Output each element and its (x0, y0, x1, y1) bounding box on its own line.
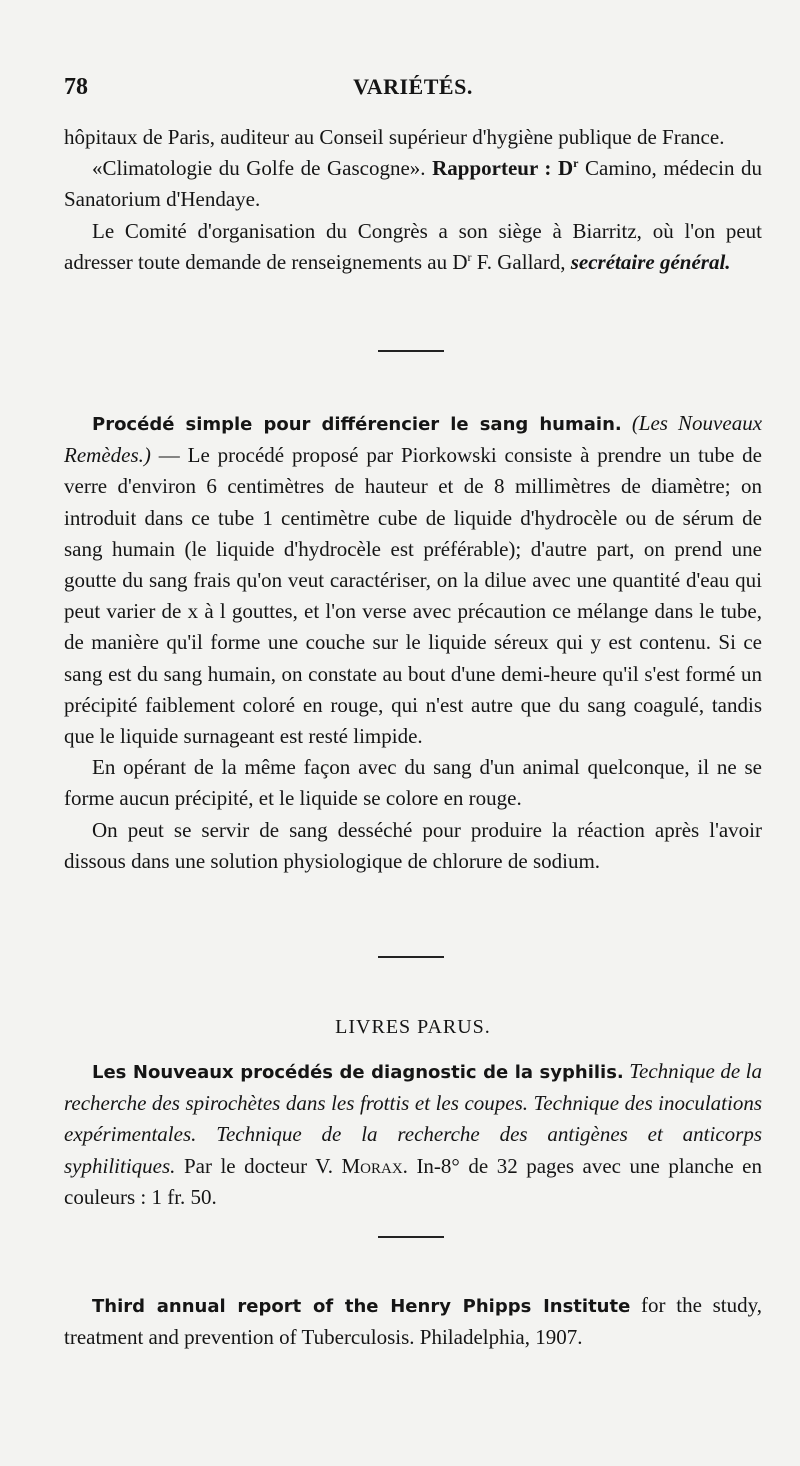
book-entry-1 (64, 1056, 762, 1213)
page-number: 78 (64, 74, 88, 100)
page-header (64, 74, 762, 110)
book-2-rest: for the study, treatment and prevention of Tuberculosis. Philadelphia, 1907. (64, 1293, 762, 1350)
book-1-subtitle: Technique de la recherche des spirochètes dans les frottis et les coupes. Technique des inoculations expérimentales. Technique de la recherche des antigènes et anticorps syphilitiques. (64, 1059, 762, 1178)
continued-text-block (64, 122, 762, 278)
separator-rule (378, 1236, 444, 1238)
role-text: secrétaire général. (570, 249, 731, 274)
rapporteur-label (432, 156, 578, 180)
rapporteur-rest: Camino, médecin du Sanatorium d'Hendaye. (64, 156, 763, 212)
separator-rule (378, 350, 444, 352)
book-1-paragraph (64, 1056, 762, 1213)
article-title: Procédé simple pour différencier le sang humain. (92, 414, 622, 435)
separator-rule (378, 956, 444, 958)
book-1-details: . In-8° de 32 pages avec une planche en couleurs : 1 fr. 50. (64, 1153, 763, 1209)
section-title: LIVRES PARUS. (335, 1016, 491, 1038)
quoted-title: «Climatologie du Golfe de Gascogne». (92, 156, 426, 181)
article-paragraph-3: On peut se servir de sang desséché pour produire la réaction après l'avoir dissous dans une solution physiologique de chlorure de sodium. (64, 817, 762, 873)
comite-text: Le Comité d'organisation du Congrès a son siège à Biarritz, où l'on peut adresser toute demande de renseignements au D (64, 218, 762, 274)
running-head: VARIÉTÉS. (353, 74, 473, 99)
comite-name: F. Gallard, (471, 249, 571, 274)
book-1-author-prefix: Par le docteur V. (175, 1153, 342, 1178)
book-1-title: Les Nouveaux procédés de diagnostic de la syphilis. (92, 1062, 624, 1083)
article-body-1: — Le procédé proposé par Piorkowski consiste à prendre un tube de verre d'environ 6 centimètres de hauteur et de 8 millimètres de diamètre; on introduit dans ce tube 1 centimètre cube de liquide d'hydrocèle ou de sérum de sang humain (le liquide d'hydrocèle est préférable); d'autre part, on prend une goutte du sang frais qu'on veut caractériser, on la dilue avec une quantité d'eau qui peut varier de x à l gouttes, et l'on verse avec précaution ce mélange dans le tube, de manière qu'il forme une couche sur le liquide séreux qui y est contenu. Si ce sang est du sang humain, on constate au bout d'une demi-heure qu'il s'est formé un précipité faiblement coloré en rouge, qui n'est autre que du sang coagulé, tandis que le liquide surnageant est resté limpide. (64, 443, 762, 749)
article-paragraph-1 (64, 408, 762, 752)
article-block (64, 408, 762, 877)
paragraph-comite (64, 216, 762, 278)
paragraph-climatologie (64, 153, 762, 215)
superscript: r (573, 156, 579, 171)
article-source: (Les Nouveaux Remèdes.) (64, 411, 763, 468)
superscript: r (467, 249, 472, 264)
article-paragraph-2: En opérant de la même façon avec du sang d'un animal quelconque, il ne se forme aucun précipité, et le liquide se colore en rouge. (64, 755, 762, 811)
book-2-paragraph (64, 1290, 762, 1353)
book-1-author-name: Morax (341, 1153, 403, 1178)
book-entry-2 (64, 1290, 762, 1353)
book-2-title: Third annual report of the Henry Phipps Institute (92, 1296, 631, 1317)
rapporteur-text: Rapporteur : D (432, 156, 574, 181)
paragraph-continued: hôpitaux de Paris, auditeur au Conseil supérieur d'hygiène publique de France. (64, 125, 725, 149)
